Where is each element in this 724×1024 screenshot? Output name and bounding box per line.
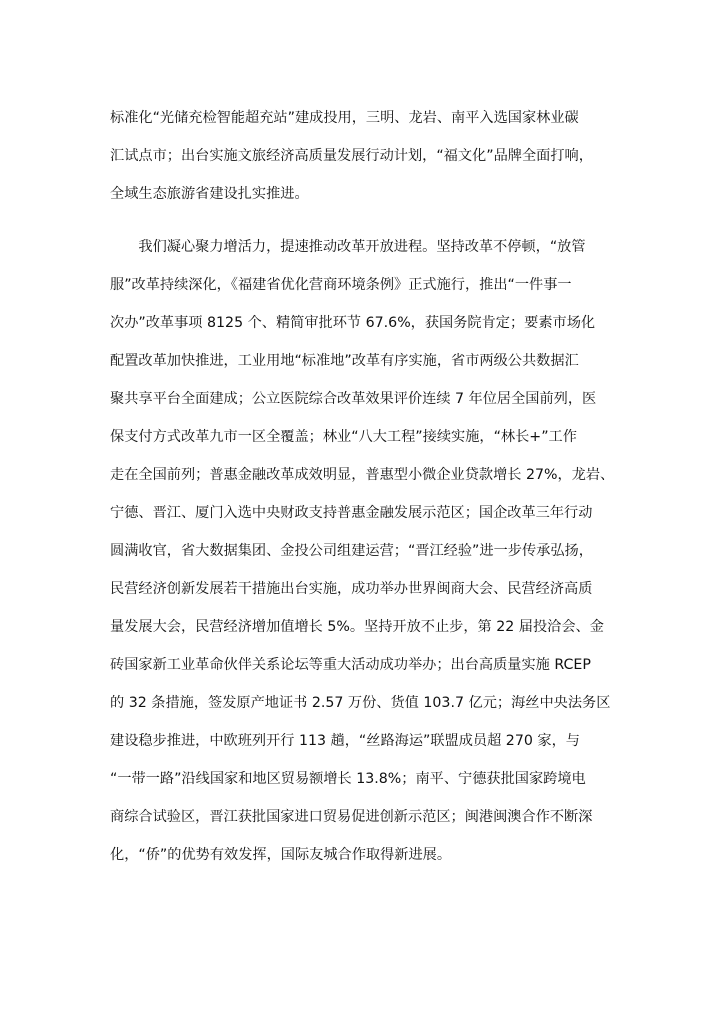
text-line: 配置改革加快推进，工业用地“标准地”改革有序实施，省市两级公共数据汇 — [110, 353, 579, 369]
text-line: 的 32 条措施，签发原产地证书 2.57 万份、货值 103.7 亿元；海丝中央法务区 — [110, 695, 611, 711]
text-line: 聚共享平台全面建成；公立医院综合改革效果评价连续 7 年位居全国前列，医 — [110, 391, 597, 407]
text-line: 量发展大会，民营经济增加值增长 5%。坚持开放不止步，第 22 届投洽会、金 — [110, 619, 604, 635]
text-line: 标准化“光储充检智能超充站”建成投用，三明、龙岩、南平入选国家林业碳 — [110, 110, 579, 126]
text-line: 服”改革持续深化，《福建省优化营商环境条例》正式施行，推出“一件事一 — [110, 277, 572, 293]
text-line: 走在全国前列；普惠金融改革成效明显，普惠型小微企业贷款增长 27%，龙岩、 — [110, 467, 615, 483]
text-line: 圆满收官，省大数据集团、金投公司组建运营；“晋江经验”进一步传承弘扬， — [110, 543, 593, 559]
text-line: 建设稳步推进，中欧班列开行 113 趟，“丝路海运”联盟成员超 270 家，与 — [110, 733, 580, 749]
text-line: 保支付方式改革九市一区全覆盖；林业“八大工程”接续实施，“林长+”工作 — [110, 429, 577, 445]
text-line: 砖国家新工业革命伙伴关系论坛等重大活动成功举办；出台高质量实施 RCEP — [110, 657, 591, 673]
text-line: 民营经济创新发展若干措施出台实施，成功举办世界闽商大会、民营经济高质 — [110, 581, 593, 597]
text-line: “一带一路”沿线国家和地区贸易额增长 13.8%；南平、宁德获批国家跨境电 — [110, 771, 586, 787]
text-line: 全域生态旅游省建设扎实推进。 — [110, 186, 309, 202]
text-line: 化，“侨”的优势有效发挥，国际友城合作取得新进展。 — [110, 847, 452, 863]
text-line: 次办”改革事项 8125 个、精简审批环节 67.6%，获国务院肯定；要素市场化 — [110, 315, 596, 331]
text-line: 汇试点市；出台实施文旅经济高质量发展行动计划，“福文化”品牌全面打响， — [110, 148, 593, 164]
text-line: 我们凝心聚力增活力，提速推动改革开放进程。坚持改革不停顿，“放管 — [110, 239, 586, 255]
text-line: 商综合试验区，晋江获批国家进口贸易促进创新示范区；闽港闽澳合作不断深 — [110, 809, 593, 825]
text-line: 宁德、晋江、厦门入选中央财政支持普惠金融发展示范区；国企改革三年行动 — [110, 505, 593, 521]
